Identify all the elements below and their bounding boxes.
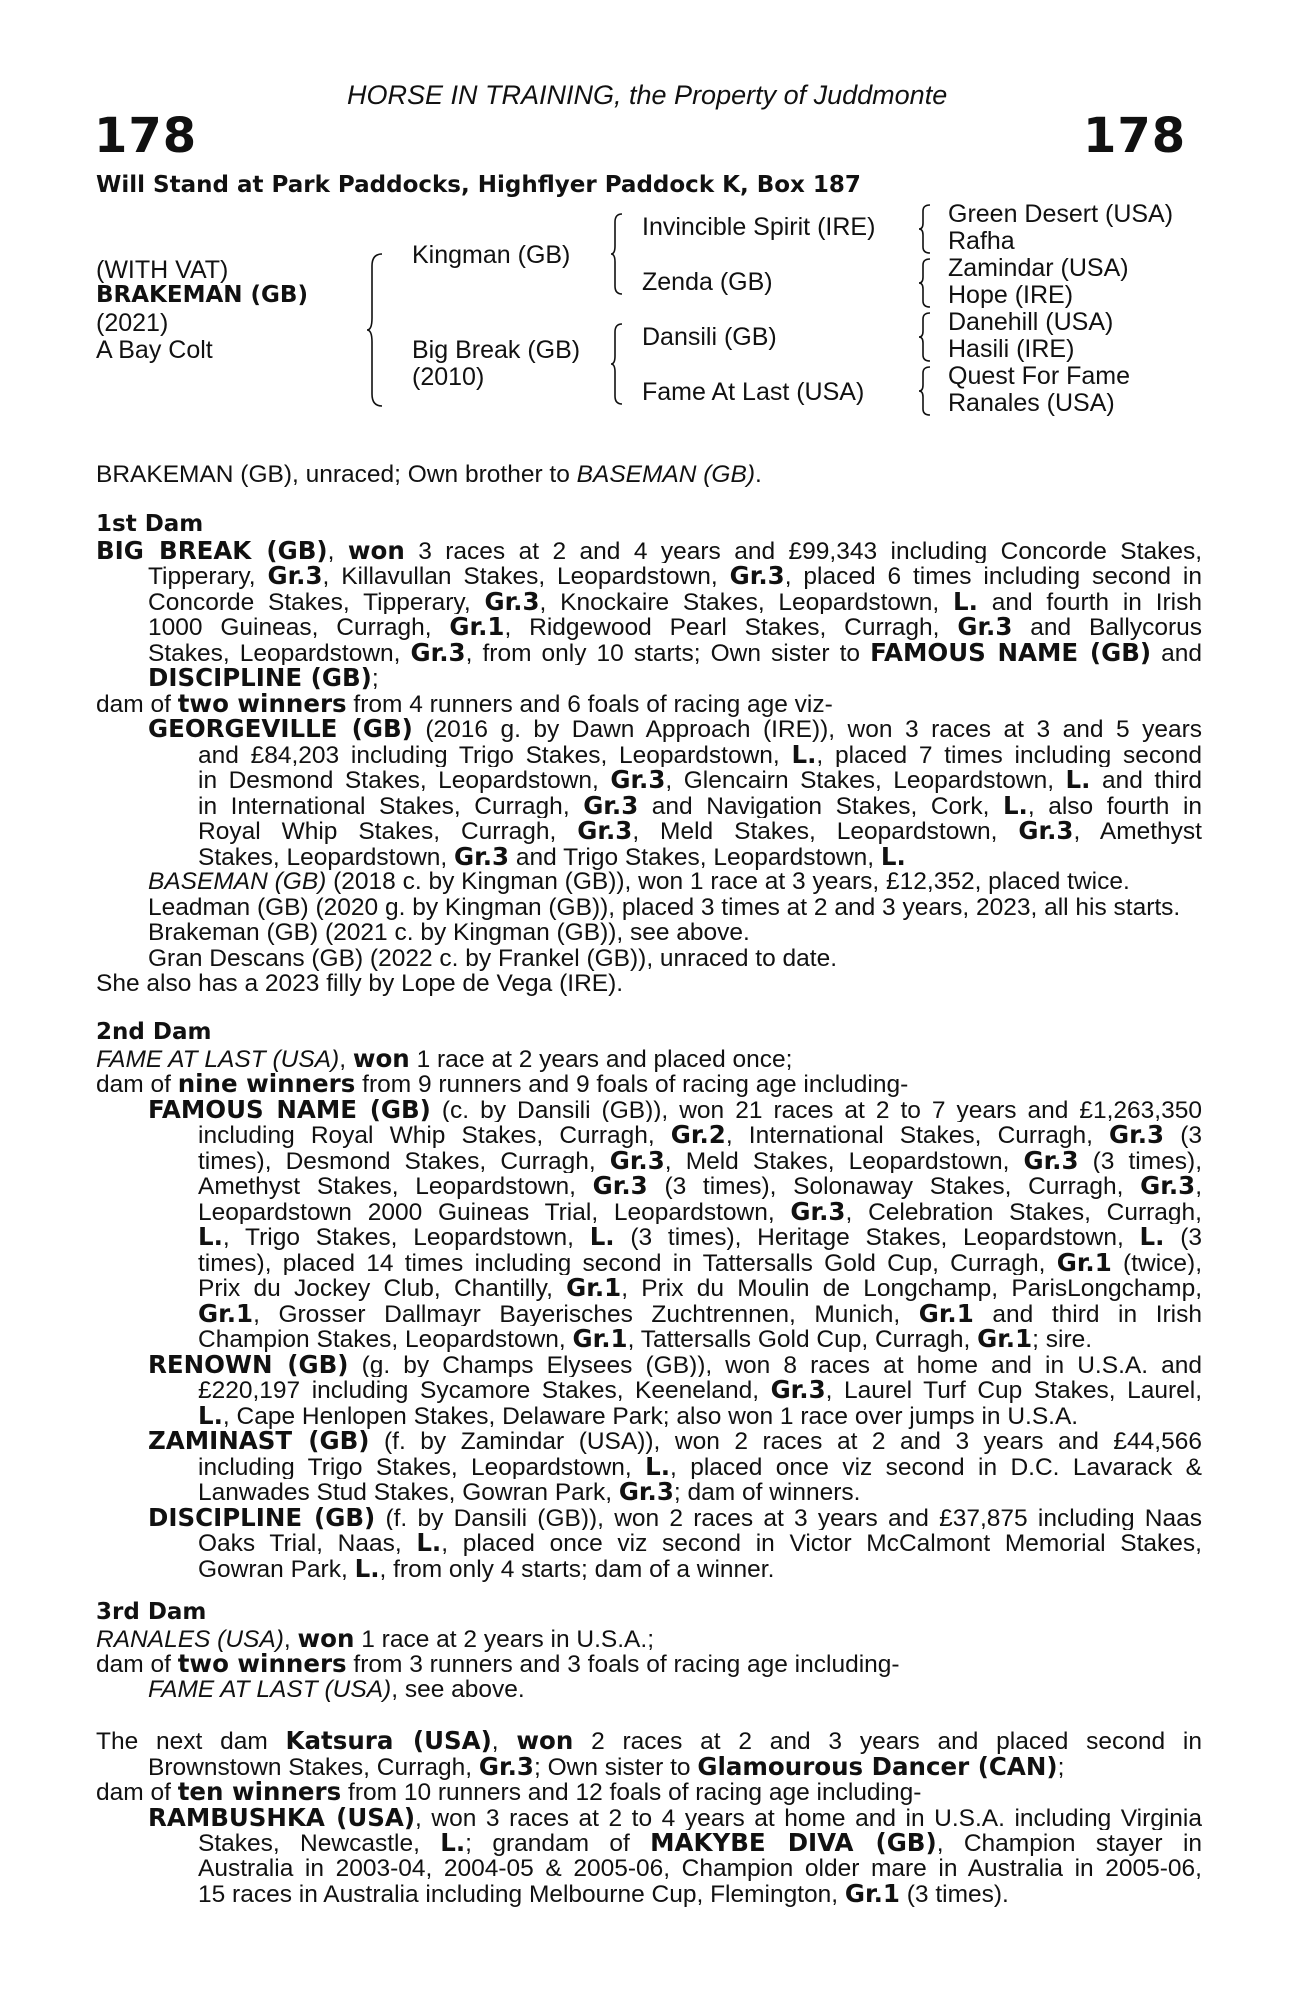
produce-famous-name-3: times), Desmond Stakes, Curragh, Gr.3, Meld Stakes, Leopardstown, Gr.3 (3 times),: [198, 1147, 1202, 1173]
produce-rambushka-3: Australia in 2003-04, 2004-05 & 2005-06, Champion older mare in Australia in 2005-06,: [198, 1855, 1202, 1881]
produce-georgeville-4: in International Stakes, Curragh, Gr.3 and Navigation Stakes, Cork, L., also fourth in: [198, 792, 1202, 818]
great-grandsire-3: Danehill (USA): [948, 308, 1114, 336]
horse-name: BRAKEMAN (GB): [96, 282, 308, 308]
produce-famous-name-1: FAMOUS NAME (GB) (c. by Dansili (GB)), won 21 races at 2 to 7 years and £1,263,350: [148, 1096, 1202, 1122]
produce-renown-3: L., Cape Henlopen Stakes, Delaware Park; also won 1 race over jumps in U.S.A.: [198, 1400, 1079, 1430]
produce-famous-name-5: Leopardstown 2000 Guineas Trial, Leopardstown, Gr.3, Celebration Stakes, Curragh,: [198, 1198, 1202, 1224]
produce-zaminast-1: ZAMINAST (GB) (f. by Zamindar (USA)), won 2 races at 2 and 3 years and £44,566: [148, 1428, 1202, 1454]
produce-discipline-2: Oaks Trial, Naas, L., placed once viz second in Victor McCalmont Memorial Stakes,: [198, 1530, 1202, 1556]
produce-famous-name-9: Gr.1, Grosser Dallmayr Bayerisches Zuchtrennen, Munich, Gr.1 and third in Irish: [198, 1300, 1202, 1326]
third-dam-produce-fame-at-last: FAME AT LAST (USA), see above.: [148, 1675, 525, 1703]
lot-number-left: 178: [94, 108, 198, 164]
great-grandsire-1: Green Desert (USA): [948, 200, 1174, 228]
dam-name: Big Break (GB): [412, 336, 581, 364]
produce-rambushka-4: 15 races in Australia including Melbourne Cup, Flemington, Gr.1 (3 times).: [198, 1879, 1009, 1908]
produce-zaminast-2: including Trigo Stakes, Leopardstown, L., placed once viz second in D.C. Lavarack &: [198, 1453, 1202, 1479]
third-dam-line-1: RANALES (USA), won 1 race at 2 years in U.S.A.;: [96, 1623, 655, 1653]
gg-bracket-4: [918, 365, 934, 417]
produce-famous-name-6: L., Trigo Stakes, Leopardstown, L. (3 times), Heritage Stakes, Leopardstown, L. (3: [198, 1224, 1202, 1250]
grandsire-3: Dansili (GB): [642, 323, 777, 351]
foaling-year: (2021): [96, 309, 169, 337]
produce-georgeville-2: and £84,203 including Trigo Stakes, Leopardstown, L., placed 7 times including second: [198, 741, 1202, 767]
next-dam-line-1: The next dam Katsura (USA), won 2 races at 2 and 3 years and placed second in: [96, 1728, 1202, 1754]
first-dam-line-2: Tipperary, Gr.3, Killavullan Stakes, Leopardstown, Gr.3, placed 6 times including second in: [148, 563, 1202, 589]
produce-famous-name-4: Amethyst Stakes, Leopardstown, Gr.3 (3 times), Solonaway Stakes, Curragh, Gr.3,: [198, 1173, 1202, 1199]
great-grandsire-2: Zamindar (USA): [948, 254, 1129, 282]
produce-famous-name-8: Prix du Jockey Club, Chantilly, Gr.1, Prix du Moulin de Longchamp, ParisLongchamp,: [198, 1275, 1202, 1301]
produce-renown-2: £220,197 including Sycamore Stakes, Keeneland, Gr.3, Laurel Turf Cup Stakes, Laurel,: [198, 1377, 1202, 1403]
great-granddam-3: Hasili (IRE): [948, 335, 1075, 363]
sire-line-bracket: [610, 212, 626, 296]
produce-famous-name-7: times), placed 14 times including second in Tattersalls Gold Cup, Curragh, Gr.1 (twice),: [198, 1249, 1202, 1275]
gg-bracket-3: [918, 311, 934, 363]
grandsire-2: Zenda (GB): [642, 268, 773, 296]
grandsire-1: Invincible Spirit (IRE): [642, 213, 876, 241]
produce-rambushka-2: Stakes, Newcastle, L.; grandam of MAKYBE DIVA (GB), Champion stayer in: [198, 1830, 1202, 1856]
third-dam-section: [96, 1600, 1202, 1702]
dam-year: (2010): [412, 363, 485, 391]
horse-description: A Bay Colt: [96, 336, 213, 364]
page-header-title: HORSE IN TRAINING, the Property of Juddmonte: [347, 80, 948, 110]
produce-discipline-3: Gowran Park, L., from only 4 starts; dam of a winner.: [198, 1553, 775, 1583]
intro-line: BRAKEMAN (GB), unraced; Own brother to BASEMAN (GB).: [96, 461, 762, 488]
second-dam-line-1: FAME AT LAST (USA), won 1 race at 2 years and placed once;: [96, 1043, 793, 1073]
next-dam-line-2: Brownstown Stakes, Curragh, Gr.3; Own sister to Glamourous Dancer (CAN);: [148, 1751, 1065, 1781]
great-granddam-4: Ranales (USA): [948, 389, 1115, 417]
sire-dam-bracket: [366, 252, 386, 408]
produce-georgeville-3: in Desmond Stakes, Leopardstown, Gr.3, Glencairn Stakes, Leopardstown, L. and third: [198, 767, 1202, 793]
great-grandsire-4: Quest For Fame: [948, 362, 1130, 390]
produce-discipline-1: DISCIPLINE (GB) (f. by Dansili (GB)), won 2 races at 3 years and £37,875 including Naas: [148, 1504, 1202, 1530]
produce-brakeman: Brakeman (GB) (2021 c. by Kingman (GB)), see above.: [148, 919, 750, 946]
second-dam-section: [96, 1020, 1202, 1581]
produce-famous-name-10: Champion Stakes, Leopardstown, Gr.1, Tattersalls Gold Cup, Curragh, Gr.1; sire.: [198, 1324, 1093, 1353]
produce-gran-descans: Gran Descans (GB) (2022 c. by Frankel (GB)), unraced to date.: [148, 944, 838, 972]
produce-georgeville-6: Stakes, Leopardstown, Gr.3 and Trigo Stakes, Leopardstown, L.: [198, 841, 906, 871]
second-dam-produce-summary: dam of nine winners from 9 runners and 9 foals of racing age including-: [96, 1069, 909, 1098]
produce-georgeville-5: Royal Whip Stakes, Curragh, Gr.3, Meld Stakes, Leopardstown, Gr.3, Amethyst: [198, 818, 1202, 844]
produce-rambushka-1: RAMBUSHKA (USA), won 3 races at 2 to 4 years at home and in U.S.A. including Virginia: [148, 1804, 1202, 1830]
first-dam-line-3: Concorde Stakes, Tipperary, Gr.3, Knockaire Stakes, Leopardstown, L. and fourth in Irish: [148, 588, 1202, 614]
stand-location: Will Stand at Park Paddocks, Highflyer Paddock K, Box 187: [96, 172, 861, 198]
great-granddam-2: Hope (IRE): [948, 281, 1074, 309]
produce-famous-name-2: including Royal Whip Stakes, Curragh, Gr.2, International Stakes, Curragh, Gr.3 (3: [198, 1122, 1202, 1148]
sire-name: Kingman (GB): [412, 241, 571, 269]
first-dam-heading: 1st Dam: [96, 511, 204, 537]
produce-leadman: Leadman (GB) (2020 g. by Kingman (GB)), placed 3 times at 2 and 3 years, 2023, all his starts.: [148, 893, 1181, 921]
first-dam-line-5: Stakes, Leopardstown, Gr.3, from only 10 starts; Own sister to FAMOUS NAME (GB) and: [148, 639, 1202, 665]
gg-bracket-2: [918, 257, 934, 309]
next-dam-produce-summary: dam of ten winners from 10 runners and 12 foals of racing age including-: [96, 1777, 922, 1806]
first-dam-line-4: 1000 Guineas, Curragh, Gr.1, Ridgewood Pearl Stakes, Curragh, Gr.3 and Ballycorus: [148, 614, 1202, 640]
next-dam-section: [96, 1728, 1202, 1907]
produce-zaminast-3: Lanwades Stud Stakes, Gowran Park, Gr.3; dam of winners.: [198, 1477, 861, 1506]
first-dam-line-1: BIG BREAK (GB), won 3 races at 2 and 4 years and £99,343 including Concorde Stakes,: [96, 537, 1202, 563]
great-granddam-1: Rafha: [948, 227, 1015, 255]
third-dam-produce-summary: dam of two winners from 3 runners and 3 foals of racing age including-: [96, 1649, 900, 1678]
lot-number-right: 178: [1083, 108, 1187, 164]
produce-2023-filly: She also has a 2023 filly by Lope de Vega (IRE).: [96, 970, 624, 997]
third-dam-heading: 3rd Dam: [96, 1599, 207, 1625]
produce-georgeville-1: GEORGEVILLE (GB) (2016 g. by Dawn Approach (IRE)), won 3 races at 3 and 5 years: [148, 716, 1202, 742]
dam-line-bracket: [610, 322, 626, 406]
first-dam-produce-summary: dam of two winners from 4 runners and 6 foals of racing age viz-: [96, 688, 833, 718]
vat-note: (WITH VAT): [96, 256, 229, 284]
grandsire-4: Fame At Last (USA): [642, 378, 865, 406]
produce-baseman: BASEMAN (GB) (2018 c. by Kingman (GB)), won 1 race at 3 years, £12,352, placed twice.: [148, 868, 1130, 895]
first-dam-section: [96, 512, 1202, 997]
produce-renown-1: RENOWN (GB) (g. by Champs Elysees (GB)), won 8 races at home and in U.S.A. and: [148, 1351, 1202, 1377]
second-dam-heading: 2nd Dam: [96, 1019, 212, 1045]
gg-bracket-1: [918, 203, 934, 255]
first-dam-line-6: DISCIPLINE (GB);: [148, 663, 379, 692]
